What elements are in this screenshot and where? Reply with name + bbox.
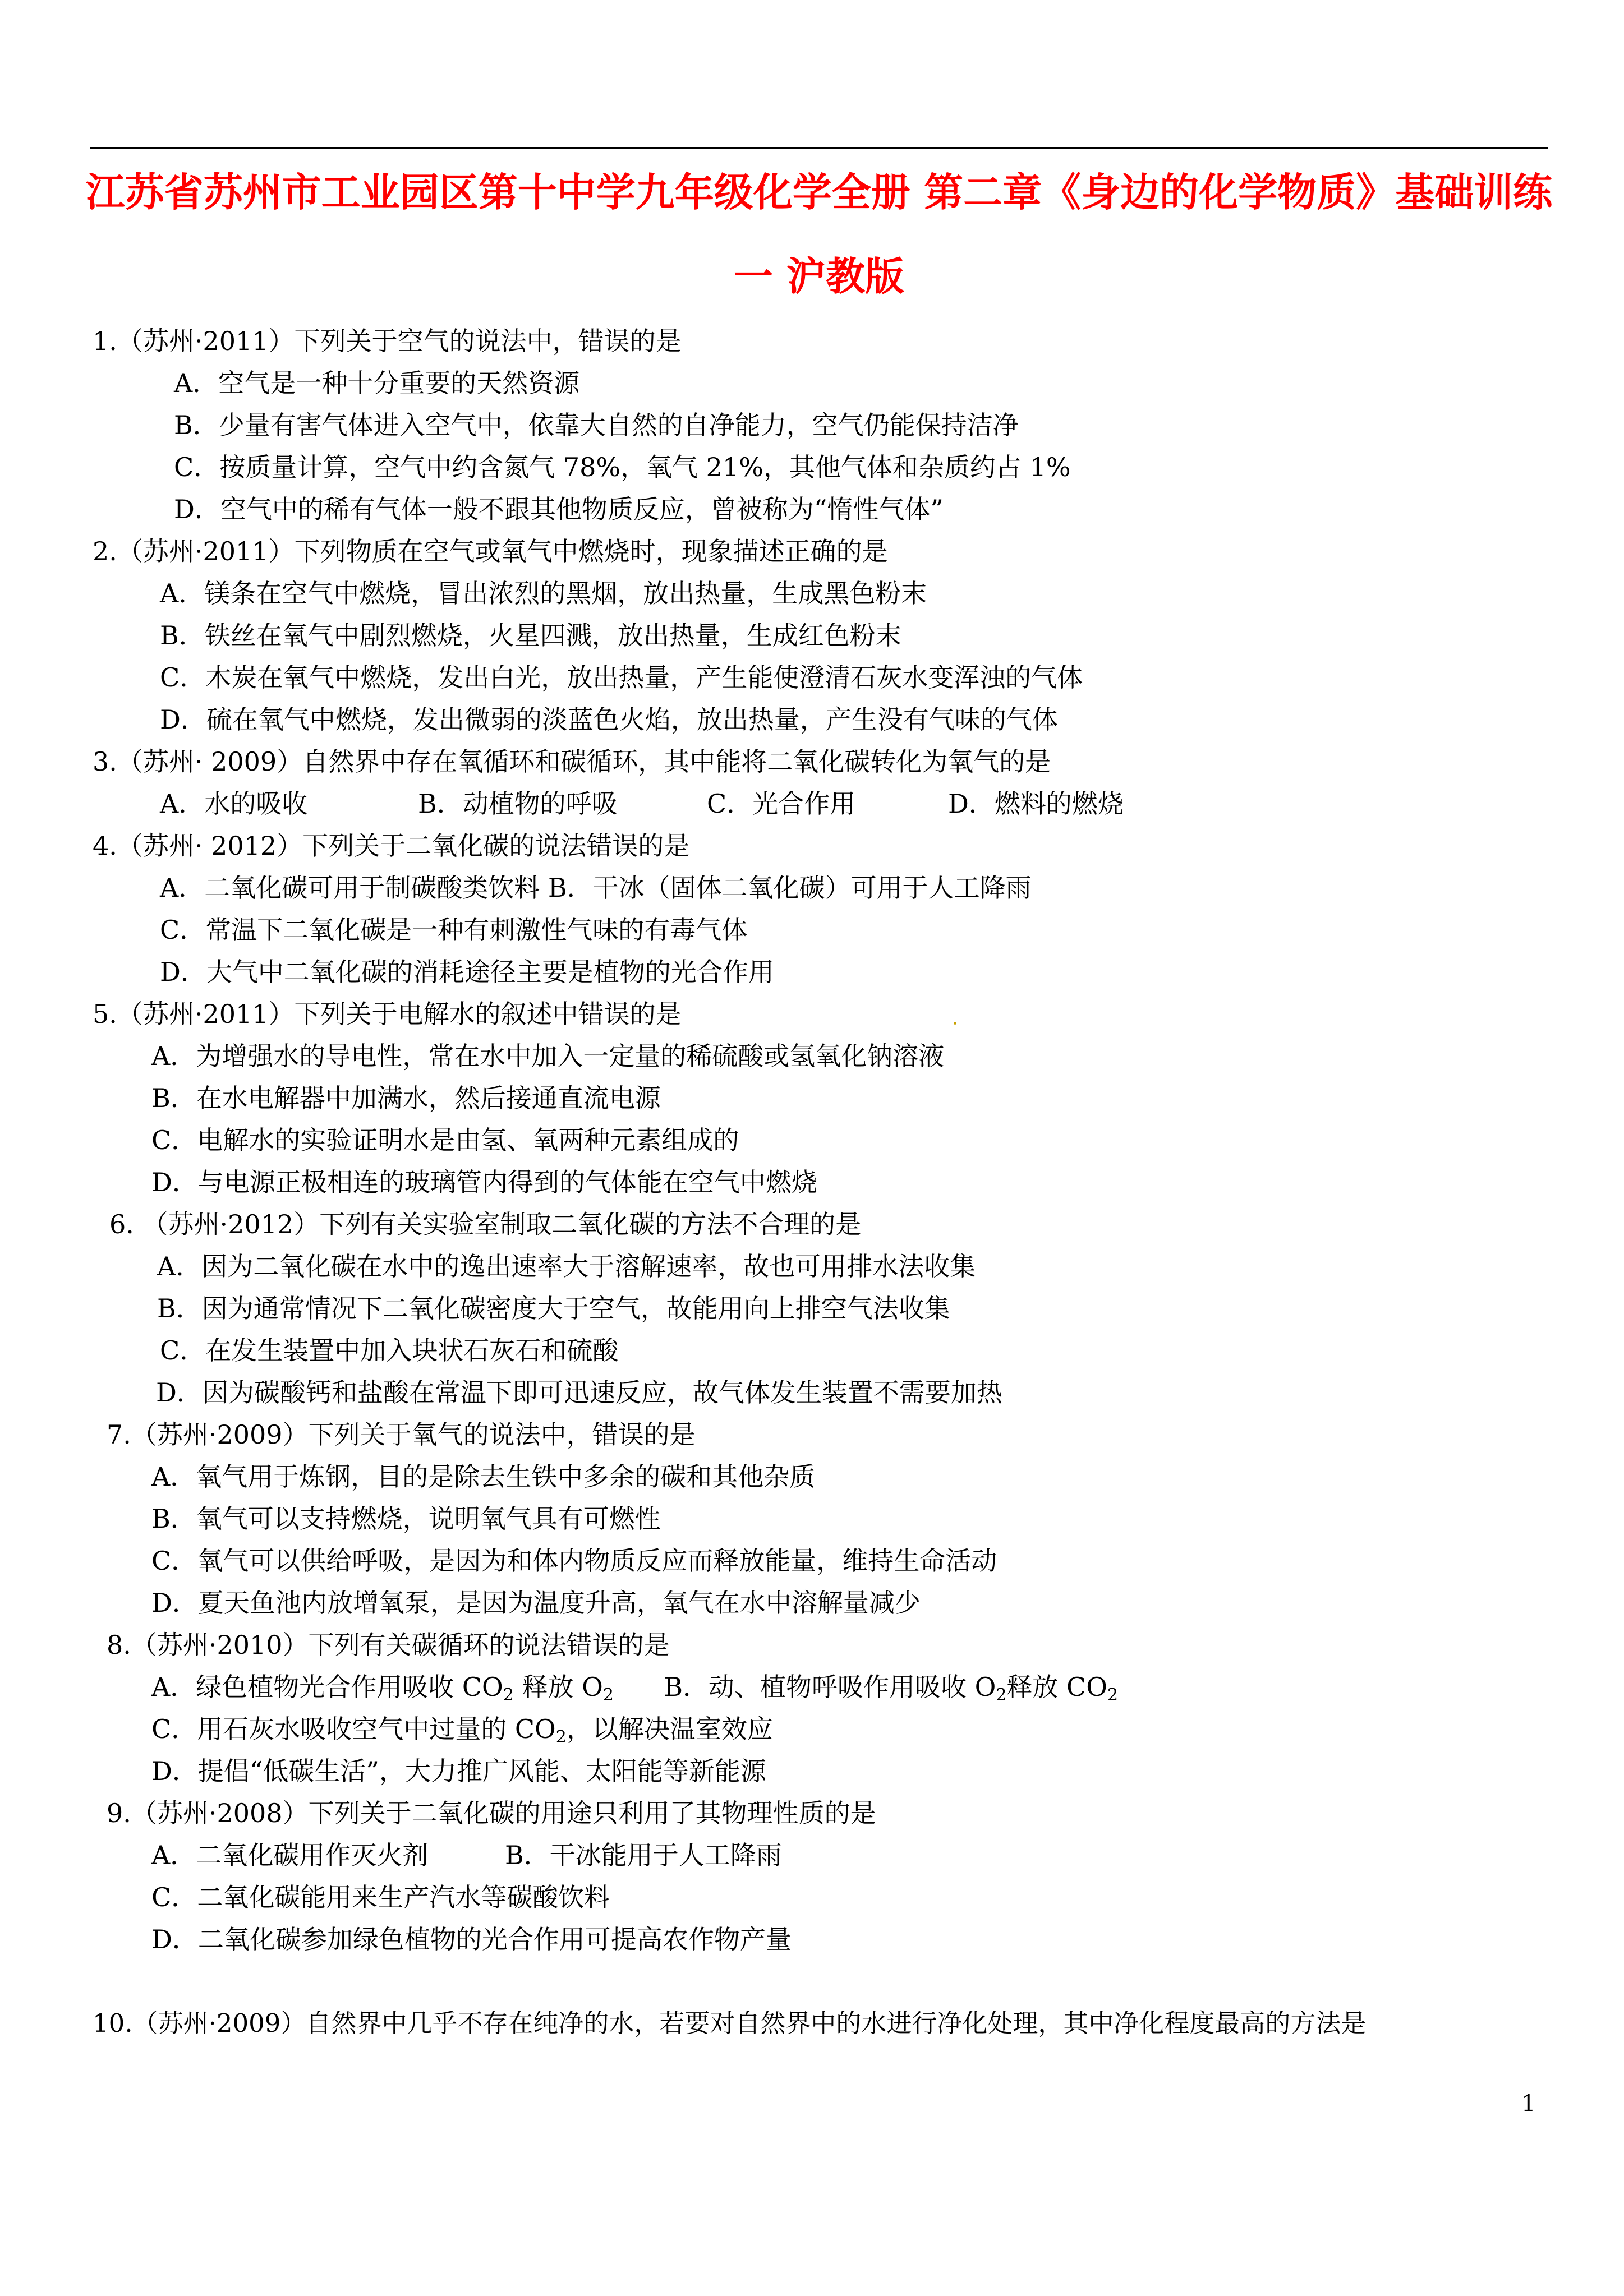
question-4-option-c: C．常温下二氧化碳是一种有刺激性气味的有毒气体: [160, 915, 748, 945]
question-7-stem: 7.（苏州·2009）下列关于氧气的说法中，错误的是: [107, 1419, 696, 1450]
question-7-option-d: D．夏天鱼池内放增氧泵，是因为温度升高，氧气在水中溶解量减少: [151, 1588, 921, 1618]
question-1-option-a: A．空气是一种十分重要的天然资源: [174, 368, 580, 398]
question-9-option-a: A．二氧化碳用作灭火剂: [151, 1840, 429, 1870]
question-3-stem: 3.（苏州· 2009）自然界中存在氧循环和碳循环，其中能将二氧化碳转化为氧气的是: [93, 746, 1051, 777]
question-6-option-c: C．在发生装置中加入块状石灰石和硫酸: [160, 1335, 619, 1366]
document-title-line-2: 一 沪教版: [733, 253, 905, 299]
header-rule: [90, 147, 1548, 149]
question-4-option-ab: A．二氧化碳可用于制碳酸类饮料 B．干冰（固体二氧化碳）可用于人工降雨: [160, 873, 1032, 903]
question-9-option-c: C．二氧化碳能用来生产汽水等碳酸饮料: [151, 1882, 610, 1912]
question-8-option-ab: [151, 1670, 1118, 1704]
co2-formula: $CO_2$: [462, 1672, 514, 1705]
question-1-option-d: D．空气中的稀有气体一般不跟其他物质反应，曾被称为“惰性气体”: [174, 494, 944, 524]
question-3-option-a: A．水的吸收: [160, 789, 308, 819]
question-2-stem: 2.（苏州·2011）下列物质在空气或氧气中燃烧时，现象描述正确的是: [93, 536, 888, 566]
question-9-option-b: B．干冰能用于人工降雨: [505, 1840, 782, 1870]
question-2-option-b: B．铁丝在氧气中剧烈燃烧，火星四溅，放出热量，生成红色粉末: [160, 620, 901, 651]
question-5-option-c: C．电解水的实验证明水是由氢、氧两种元素组成的: [151, 1125, 739, 1155]
question-2-option-d: D．硫在氧气中燃烧，发出微弱的淡蓝色火焰，放出热量，产生没有气味的气体: [160, 704, 1058, 735]
question-4-stem: 4.（苏州· 2012）下列关于二氧化碳的说法错误的是: [93, 831, 690, 861]
question-8-option-c: C．用石灰水吸收空气中过量的 $CO_2$，以解决温室效应: [151, 1714, 773, 1747]
question-2-option-a: A．镁条在空气中燃烧，冒出浓烈的黑烟，放出热量，生成黑色粉末: [160, 578, 927, 608]
question-5-option-d: D．与电源正极相连的玻璃管内得到的气体能在空气中燃烧: [151, 1167, 817, 1197]
question-6-stem: 6. （苏州·2012）下列有关实验室制取二氧化碳的方法不合理的是: [109, 1209, 862, 1239]
document-title-line-1: 江苏省苏州市工业园区第十中学九年级化学全册 第二章《身边的化学物质》基础训练: [85, 169, 1553, 215]
question-2-option-c: C．木炭在氧气中燃烧，发出白光，放出热量，产生能使澄清石灰水变浑浊的气体: [160, 662, 1083, 693]
question-8-option-a-text: A．绿色植物光合作用吸收: [151, 1672, 454, 1702]
question-9-option-d: D．二氧化碳参加绿色植物的光合作用可提高农作物产量: [151, 1924, 792, 1954]
question-8-option-d: D．提倡“低碳生活”，大力推广风能、太阳能等新能源: [151, 1756, 766, 1786]
question-1-option-b: B．少量有害气体进入空气中，依靠大自然的自净能力，空气仍能保持洁净: [174, 410, 1019, 440]
question-6-option-d: D．因为碳酸钙和盐酸在常温下即可迅速反应，故气体发生装置不需要加热: [156, 1377, 1002, 1408]
release-o2-formula: 释放 $O_2$: [522, 1672, 614, 1705]
question-5-option-a: A．为增强水的导电性，常在水中加入一定量的稀硫酸或氢氧化钠溶液: [151, 1041, 945, 1071]
question-1-stem: 1.（苏州·2011）下列关于空气的说法中，错误的是: [93, 326, 682, 356]
question-5-stem: 5.（苏州·2011）下列关于电解水的叙述中错误的是: [93, 999, 682, 1029]
question-8-stem: 8.（苏州·2010）下列有关碳循环的说法错误的是: [107, 1630, 670, 1660]
question-6-option-a: A．因为二氧化碳在水中的逸出速率大于溶解速率，故也可用排水法收集: [157, 1251, 976, 1281]
question-8-option-b-text: B．动、植物呼吸作用吸收 $O_2$释放 $CO_2$: [664, 1672, 1119, 1705]
question-1-option-c: C．按质量计算，空气中约含氮气 78%，氧气 21%，其他气体和杂质约占 1%: [174, 452, 1071, 482]
question-9-stem: 9.（苏州·2008）下列关于二氧化碳的用途只利用了其物理性质的是: [107, 1798, 876, 1828]
stray-mark: [954, 1022, 956, 1025]
page-number: 1: [1521, 2091, 1536, 2117]
question-3-option-c: C．光合作用: [707, 789, 856, 819]
question-7-option-a: A．氧气用于炼钢，目的是除去生铁中多余的碳和其他杂质: [151, 1461, 816, 1492]
question-6-option-b: B．因为通常情况下二氧化碳密度大于空气，故能用向上排空气法收集: [157, 1293, 950, 1324]
question-7-option-c: C．氧气可以供给呼吸，是因为和体内物质反应而释放能量，维持生命活动: [151, 1546, 997, 1576]
question-4-option-d: D．大气中二氧化碳的消耗途径主要是植物的光合作用: [160, 957, 774, 987]
question-7-option-b: B．氧气可以支持燃烧，说明氧气具有可燃性: [151, 1504, 661, 1534]
question-3-option-d: D．燃料的燃烧: [948, 789, 1124, 819]
question-3-option-b: B．动植物的呼吸: [418, 789, 618, 819]
question-5-option-b: B．在水电解器中加满水，然后接通直流电源: [151, 1083, 661, 1113]
question-10-stem: 10.（苏州·2009）自然界中几乎不存在纯净的水，若要对自然界中的水进行净化处理，其中净化程度最高的方法是: [93, 2008, 1367, 2038]
